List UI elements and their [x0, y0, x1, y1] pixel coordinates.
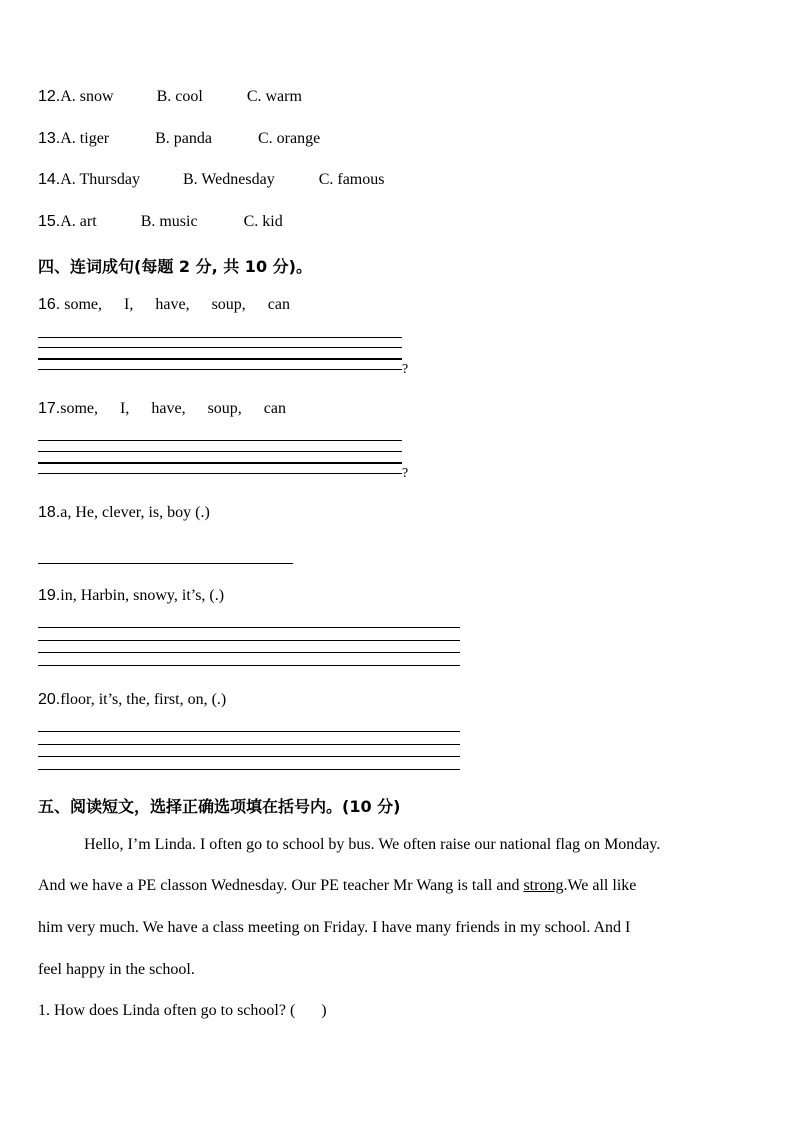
answer-line[interactable]: [38, 563, 293, 564]
question-text: 1. How does Linda often go to school? (: [38, 1002, 296, 1019]
answer-line[interactable]: [38, 665, 460, 666]
question-number: 19.: [38, 587, 61, 604]
reading-question-1: [38, 1002, 327, 1020]
question-17: [38, 399, 286, 419]
question-words: a, He, clever, is, boy (.): [60, 504, 210, 521]
section-4-title: 四、连词成句(每题 2 分, 共 10 分)。: [38, 257, 312, 276]
answer-line[interactable]: [38, 640, 460, 641]
answer-line[interactable]: [38, 756, 460, 757]
option-b: B. music: [140, 213, 198, 230]
option-a: A. Thursday: [60, 171, 140, 188]
word: can: [267, 296, 290, 313]
question-18: [38, 503, 210, 523]
question-16: [38, 295, 290, 315]
option-b: B. Wednesday: [182, 171, 275, 188]
passage-line-2: [38, 877, 636, 895]
word: soup,: [211, 296, 246, 313]
question-words: in, Harbin, snowy, it’s, (.): [60, 587, 225, 604]
passage-text: And we have a PE classon Wednesday. Our PE teacher Mr Wang is tall and: [38, 877, 524, 894]
passage-text: .We all like: [563, 877, 637, 894]
option-c: C. famous: [318, 171, 385, 188]
option-c: C. orange: [258, 130, 321, 147]
answer-line[interactable]: [38, 652, 460, 653]
passage-line-1: Hello, I’m Linda. I often go to school by bus. We often raise our national flag on Monday.: [84, 836, 661, 853]
passage-line-3: him very much. We have a class meeting on Friday. I have many friends in my school. And I: [38, 919, 631, 936]
question-words: floor, it’s, the, first, on, (.): [60, 691, 227, 708]
option-c: C. kid: [243, 213, 283, 230]
option-b: B. panda: [155, 130, 212, 147]
question-20: [38, 690, 226, 710]
question-mark: ?: [402, 466, 409, 481]
word: have,: [151, 400, 186, 417]
question-mark: ?: [402, 362, 409, 377]
option-c: C. warm: [246, 88, 302, 105]
answer-line[interactable]: [38, 337, 402, 338]
answer-line[interactable]: [38, 369, 402, 370]
answer-line[interactable]: [38, 347, 402, 348]
option-b: B. cool: [156, 88, 203, 105]
close-paren: ): [321, 1002, 327, 1019]
question-19: [38, 586, 224, 606]
choice-row-15: [38, 212, 283, 232]
underlined-word: strong: [523, 877, 564, 894]
answer-line[interactable]: [38, 731, 460, 732]
choice-row-14: [38, 170, 384, 190]
word: have,: [155, 296, 190, 313]
word: can: [263, 400, 286, 417]
answer-line[interactable]: [38, 744, 460, 745]
answer-line[interactable]: [38, 473, 402, 474]
section-5-title: 五、阅读短文，选择正确选项填在括号内。(10 分): [38, 797, 401, 816]
word: soup,: [207, 400, 242, 417]
answer-line[interactable]: [38, 440, 402, 441]
answer-line[interactable]: [38, 451, 402, 452]
word: some,: [60, 400, 99, 417]
question-number: 17.: [38, 400, 61, 417]
question-number: 13.: [38, 130, 61, 147]
choice-row-13: [38, 129, 320, 149]
question-number: 18.: [38, 504, 61, 521]
question-number: 20.: [38, 691, 61, 708]
word: I,: [120, 400, 130, 417]
word: some,: [64, 296, 103, 313]
word: I,: [124, 296, 134, 313]
question-number: 14.: [38, 171, 61, 188]
answer-line[interactable]: [38, 627, 460, 628]
option-a: A. snow: [60, 88, 114, 105]
option-a: A. art: [60, 213, 97, 230]
passage-line-4: feel happy in the school.: [38, 961, 195, 978]
question-number: 12.: [38, 88, 61, 105]
question-number: 16.: [38, 296, 61, 313]
answer-line[interactable]: [38, 358, 402, 360]
answer-line[interactable]: [38, 462, 402, 464]
answer-line[interactable]: [38, 769, 460, 770]
question-number: 15.: [38, 213, 61, 230]
option-a: A. tiger: [60, 130, 110, 147]
choice-row-12: [38, 87, 302, 107]
